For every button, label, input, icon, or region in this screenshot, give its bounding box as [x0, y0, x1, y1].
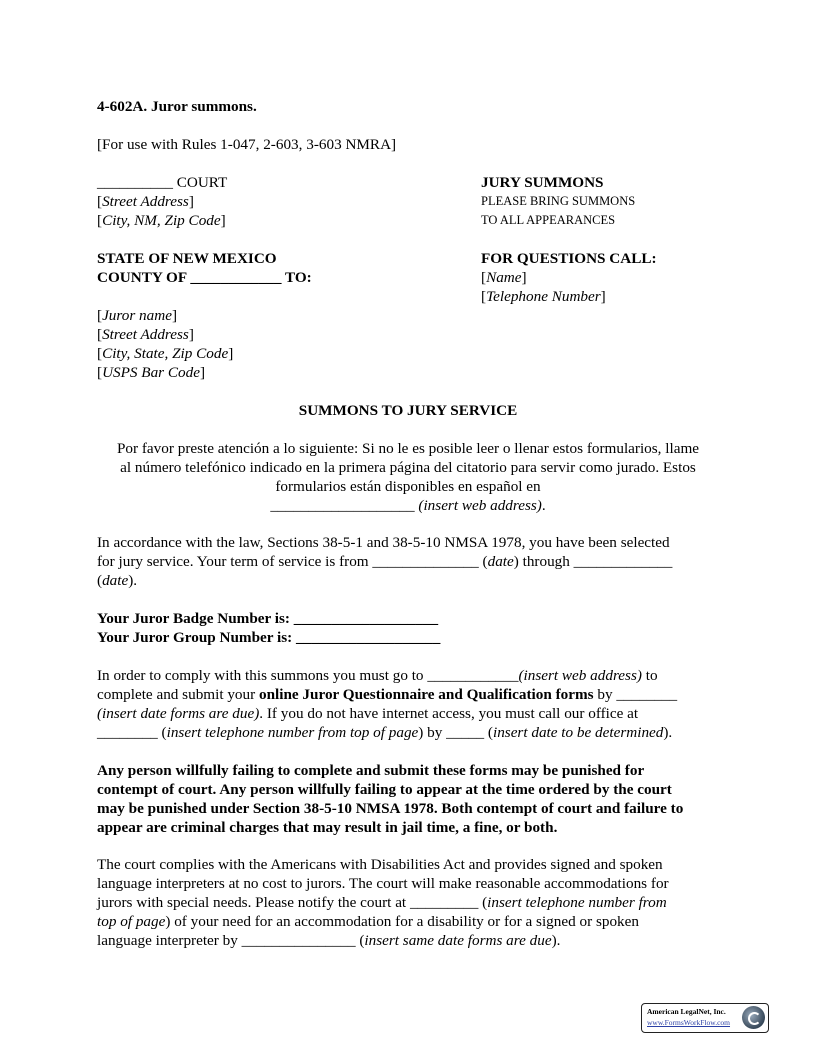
- questions-title: FOR QUESTIONS CALL:: [481, 250, 657, 267]
- county-line: COUNTY OF ____________ TO:: [97, 269, 312, 286]
- warning-paragraph: [97, 761, 719, 837]
- service-line-3: (date).: [97, 572, 138, 589]
- comply-line-1: In order to comply with this summons you must go to ____________(insert web address) to: [97, 667, 658, 684]
- warning-line-4: appear are criminal charges that may result in jail time, a fine, or both.: [97, 819, 558, 836]
- ada-line-4: top of page) of your need for an accommodation for a disability or for a signed or spoken: [97, 913, 639, 930]
- juror-city: [City, State, Zip Code]: [97, 345, 234, 362]
- state-block: [97, 249, 312, 287]
- logo-company-name: American LegalNet, Inc.: [647, 1007, 726, 1016]
- juror-address-block: [97, 306, 233, 382]
- service-line-2: for jury service. Your term of service is from ______________ (date) through _____________: [97, 553, 673, 570]
- juror-street: [Street Address]: [97, 326, 194, 343]
- ada-line-2: language interpreters at no cost to jurors. The court will make reasonable accommodations for: [97, 875, 669, 892]
- spanish-line-4: ___________________ (insert web address).: [270, 497, 546, 514]
- spanish-line-1: Por favor preste atención a lo siguiente: Si no le es posible leer o llenar estos formularios, llame: [116, 440, 700, 457]
- court-name-line: __________ COURT: [97, 174, 228, 191]
- group-number-line: Your Juror Group Number is: ___________________: [97, 629, 441, 646]
- spanish-notice: [97, 439, 719, 515]
- service-paragraph: [97, 533, 719, 590]
- ada-line-1: The court complies with the Americans with Disabilities Act and provides signed and spoken: [97, 856, 663, 873]
- all-appearances-line: TO ALL APPEARANCES: [481, 213, 616, 227]
- bring-summons-line: PLEASE BRING SUMMONS: [481, 194, 636, 208]
- badge-number-line: Your Juror Badge Number is: ___________________: [97, 610, 439, 627]
- juror-barcode: [USPS Bar Code]: [97, 364, 205, 381]
- comply-paragraph: [97, 666, 719, 742]
- questions-block: [481, 249, 657, 306]
- globe-icon: [742, 1006, 765, 1029]
- jury-summons-title: JURY SUMMONS: [481, 174, 604, 191]
- juror-name: [Juror name]: [97, 307, 178, 324]
- warning-line-2: contempt of court. Any person willfully failing to appear at the time ordered by the court: [97, 781, 672, 798]
- spanish-line-3: formularios están disponibles en español en: [275, 478, 541, 495]
- jury-summons-block: [481, 173, 635, 230]
- use-note: [For use with Rules 1-047, 2-603, 3-603 NMRA]: [97, 136, 397, 153]
- court-street: [Street Address]: [97, 193, 194, 210]
- document-page: [97, 0, 719, 1056]
- state-line: STATE OF NEW MEXICO: [97, 250, 277, 267]
- ada-line-5: language interpreter by _______________ (insert same date forms are due).: [97, 932, 561, 949]
- warning-line-3: may be punished under Section 38-5-10 NMSA 1978. Both contempt of court and failure to: [97, 800, 684, 817]
- badge-block: [97, 609, 440, 647]
- american-legalnet-logo[interactable]: [641, 1003, 769, 1033]
- court-city: [City, NM, Zip Code]: [97, 212, 226, 229]
- questions-phone: [Telephone Number]: [481, 288, 606, 305]
- ada-paragraph: [97, 855, 719, 950]
- ada-line-3: jurors with special needs. Please notify the court at _________ (insert telephone number from: [97, 894, 667, 911]
- section-title: SUMMONS TO JURY SERVICE: [298, 402, 518, 419]
- warning-line-1: Any person willfully failing to complete and submit these forms may be punished for: [97, 762, 645, 779]
- logo-url-link[interactable]: www.FormsWorkFlow.com: [647, 1018, 731, 1027]
- service-line-1: In accordance with the law, Sections 38-5-1 and 38-5-10 NMSA 1978, you have been selected: [97, 534, 670, 551]
- form-heading: 4-602A. Juror summons.: [97, 98, 257, 115]
- comply-line-2: complete and submit your online Juror Questionnaire and Qualification forms by ________: [97, 686, 678, 703]
- questions-name: [Name]: [481, 269, 527, 286]
- comply-line-3: (insert date forms are due). If you do not have internet access, you must call our office at: [97, 705, 639, 722]
- comply-line-4: ________ (insert telephone number from top of page) by _____ (insert date to be determined).: [97, 724, 673, 741]
- court-block: [97, 173, 227, 230]
- spanish-line-2: al número telefónico indicado en la primera página del citatorio para servir como jurado. Estos: [120, 459, 696, 476]
